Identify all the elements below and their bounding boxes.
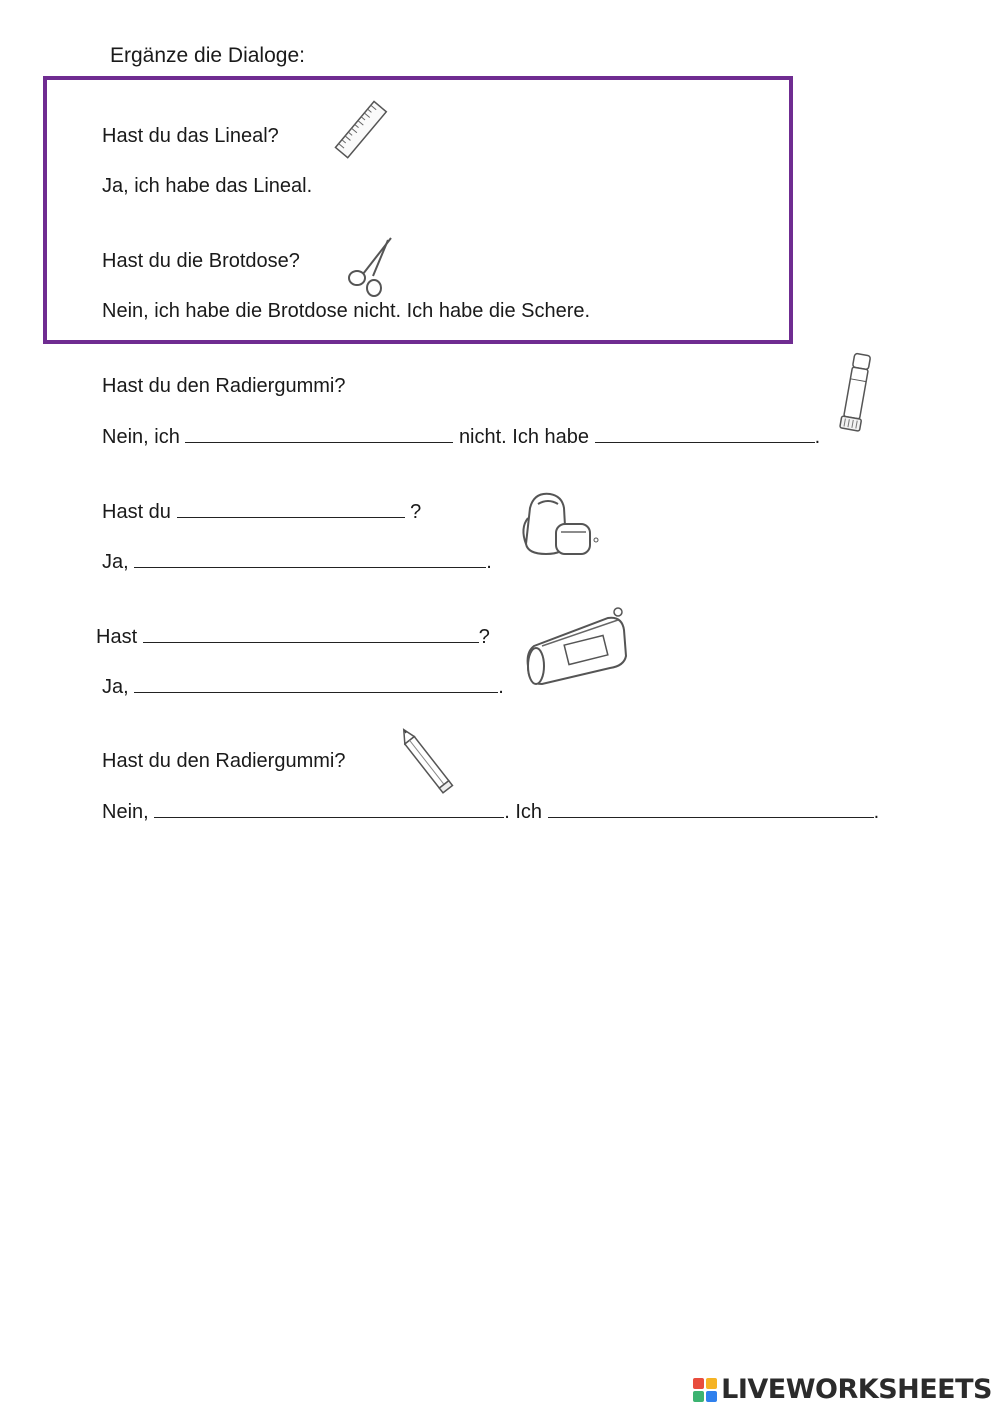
answer-blank[interactable] [134, 549, 486, 568]
exercise-4-answer-end: . [873, 801, 880, 823]
exercise-2-answer-end: . [486, 551, 492, 573]
answer-blank[interactable] [154, 799, 504, 818]
exercise-1-answer-end: . [814, 426, 821, 448]
pencil-icon [384, 720, 464, 804]
backpack-icon [516, 488, 600, 564]
answer-blank[interactable] [595, 424, 815, 443]
exercise-3-question-end: ? [478, 626, 490, 648]
logo-square [706, 1391, 717, 1402]
example-question-2: Hast du die Brotdose? [102, 250, 300, 272]
exercise-2-question-end: ? [410, 501, 422, 523]
exercise-3-answer-end: . [498, 676, 504, 698]
exercise-4-answer-middle: . Ich [504, 801, 543, 823]
logo-square [693, 1391, 704, 1402]
exercise-2-question-start: Hast du [102, 501, 171, 523]
scissors-icon [343, 234, 397, 298]
exercise-1-answer-middle: nicht. Ich habe [458, 426, 590, 448]
exercise-3-question [96, 624, 490, 649]
pencil-case-icon [522, 604, 630, 688]
answer-blank[interactable] [548, 799, 874, 818]
exercise-4-question: Hast du den Radiergummi? [102, 750, 346, 772]
exercise-3-question-start: Hast [96, 626, 138, 648]
glue-stick-icon [826, 350, 886, 436]
exercise-2-question [102, 499, 421, 524]
logo-mark-icon [693, 1378, 717, 1402]
exercise-2-answer [102, 549, 492, 574]
exercise-2-answer-start: Ja, [102, 551, 129, 573]
exercise-4-answer-start: Nein, [102, 801, 149, 823]
exercise-4-answer [102, 799, 879, 824]
question-blank[interactable] [177, 499, 405, 518]
example-question-1: Hast du das Lineal? [102, 125, 279, 147]
exercise-1-answer-start: Nein, ich [102, 426, 180, 448]
ruler-icon [328, 96, 394, 166]
example-answer-2: Nein, ich habe die Brotdose nicht. Ich habe die Schere. [102, 300, 591, 322]
exercise-1-answer [102, 424, 820, 449]
liveworksheets-logo [693, 1374, 992, 1405]
logo-text: LIVEWORKSHEETS [721, 1374, 992, 1405]
answer-blank[interactable] [185, 424, 453, 443]
exercise-1-question: Hast du den Radiergummi? [102, 375, 346, 397]
example-answer-1: Ja, ich habe das Lineal. [102, 175, 313, 197]
logo-square [693, 1378, 704, 1389]
logo-square [706, 1378, 717, 1389]
instruction-heading: Ergänze die Dialoge: [110, 44, 305, 67]
question-blank[interactable] [143, 624, 479, 643]
exercise-3-answer [102, 674, 504, 699]
answer-blank[interactable] [134, 674, 498, 693]
exercise-3-answer-start: Ja, [102, 676, 129, 698]
